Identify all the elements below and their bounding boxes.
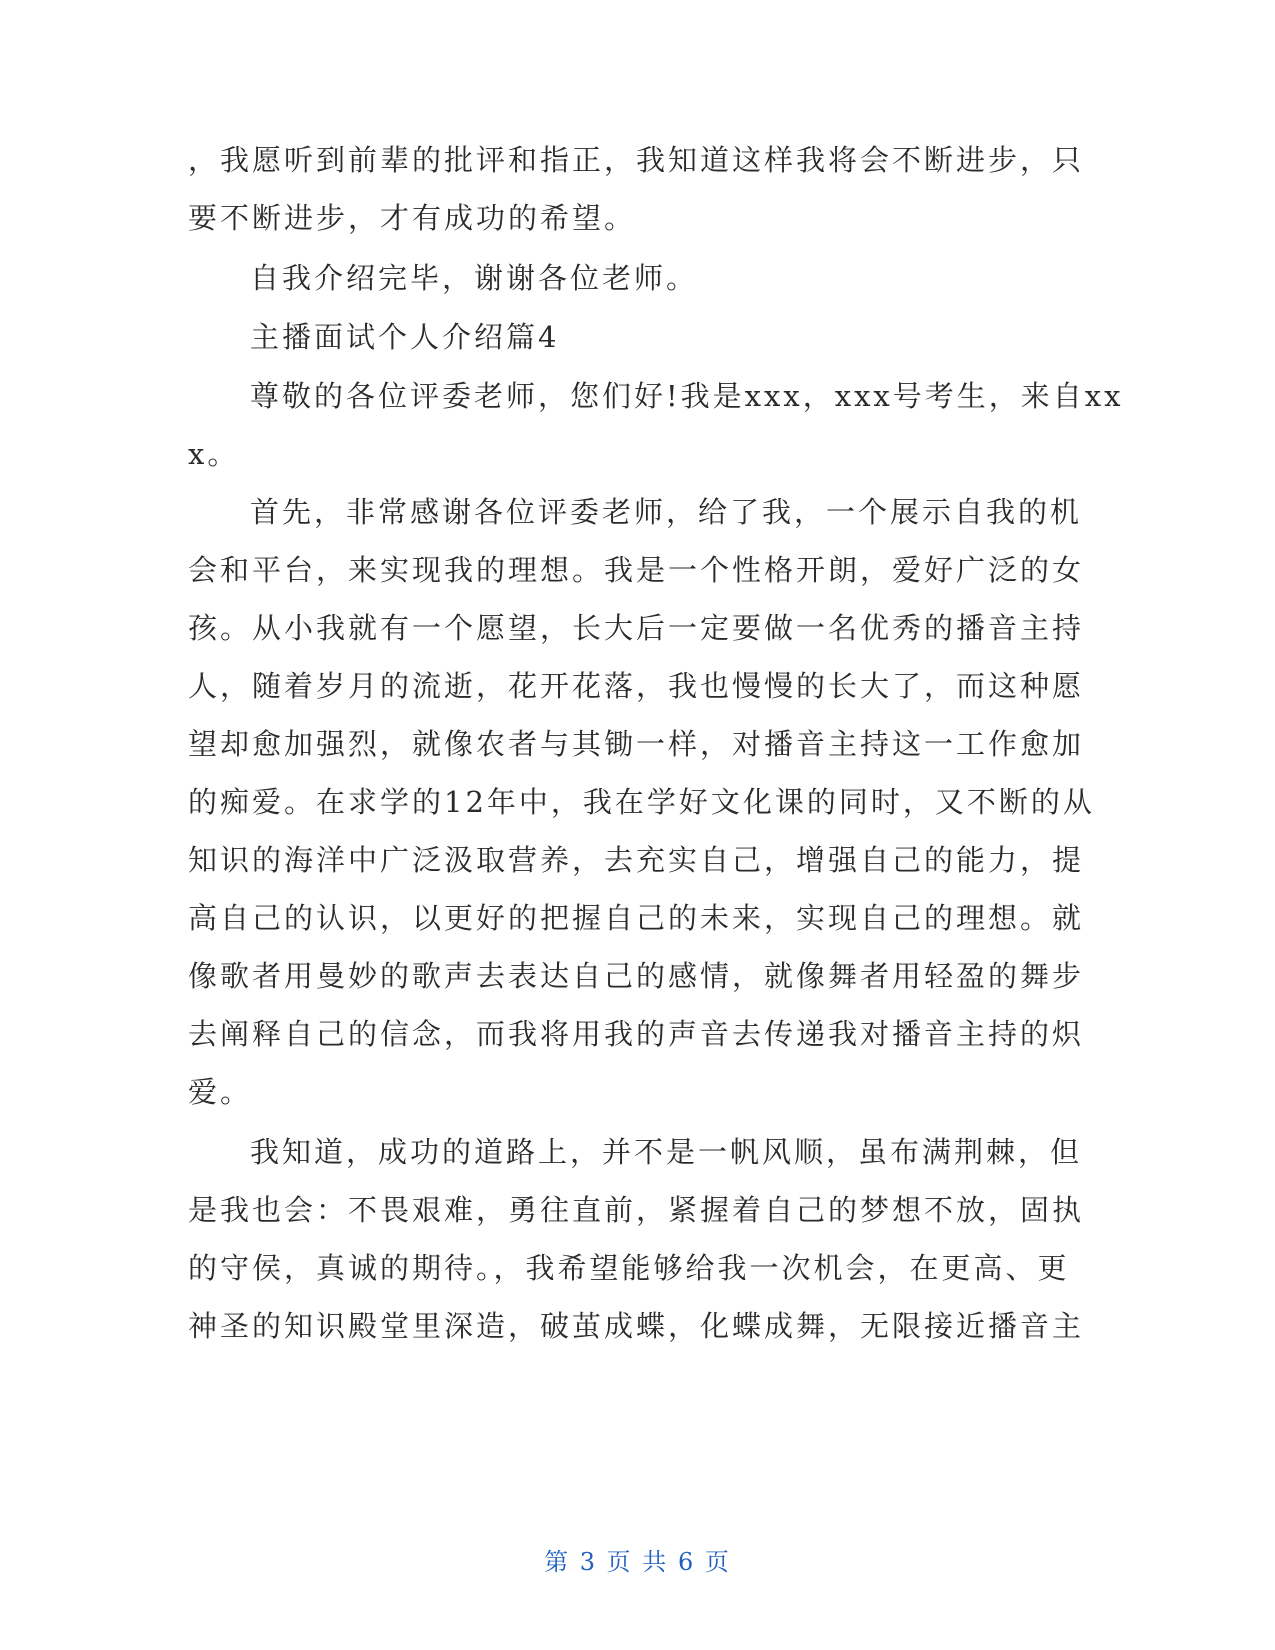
text-line: 知识的海洋中广泛汲取营养，去充实自己，增强自己的能力，提: [188, 843, 1085, 877]
text-line: 会和平台，来实现我的理想。我是一个性格开朗，爱好广泛的女: [188, 553, 1085, 587]
paragraph-line: 尊敬的各位评委老师，您们好!我是xxx，xxx号考生，来自xx: [250, 379, 1124, 413]
text-line: x。: [188, 437, 240, 471]
text-line: 的守侯，真诚的期待。，我希望能够给我一次机会，在更高、更: [188, 1251, 1070, 1285]
text-line: 像歌者用曼妙的歌声去表达自己的感情，就像舞者用轻盈的舞步: [188, 959, 1085, 993]
text-line: ，我愿听到前辈的批评和指正，我知道这样我将会不断进步，只: [188, 143, 1085, 177]
text-line: 神圣的知识殿堂里深造，破茧成蝶，化蝶成舞，无限接近播音主: [188, 1309, 1085, 1343]
paragraph-line: 我知道，成功的道路上，并不是一帆风顺，虽布满荆棘，但: [250, 1135, 1083, 1169]
section-heading: 主播面试个人介绍篇4: [250, 320, 560, 354]
text-line: 望却愈加强烈，就像农者与其锄一样，对播音主持这一工作愈加: [188, 727, 1085, 761]
text-line: 要不断进步，才有成功的希望。: [188, 201, 637, 235]
text-line: 是我也会：不畏艰难，勇往直前，紧握着自己的梦想不放，固执: [188, 1193, 1085, 1227]
paragraph-line: 自我介绍完毕，谢谢各位老师。: [250, 261, 699, 295]
text-line: 人，随着岁月的流逝，花开花落，我也慢慢的长大了，而这种愿: [188, 669, 1085, 703]
text-line: 孩。从小我就有一个愿望，长大后一定要做一名优秀的播音主持: [188, 611, 1085, 645]
paragraph-line: 首先，非常感谢各位评委老师，给了我，一个展示自我的机: [250, 495, 1083, 529]
text-line: 去阐释自己的信念，而我将用我的声音去传递我对播音主持的炽: [188, 1017, 1085, 1051]
text-line: 高自己的认识，以更好的把握自己的未来，实现自己的理想。就: [188, 901, 1085, 935]
text-line: 爱。: [188, 1075, 253, 1109]
text-line: 的痴爱。在求学的12年中，我在学好文化课的同时，又不断的从: [188, 785, 1095, 819]
page-number: 第 3 页 共 6 页: [544, 1548, 731, 1576]
